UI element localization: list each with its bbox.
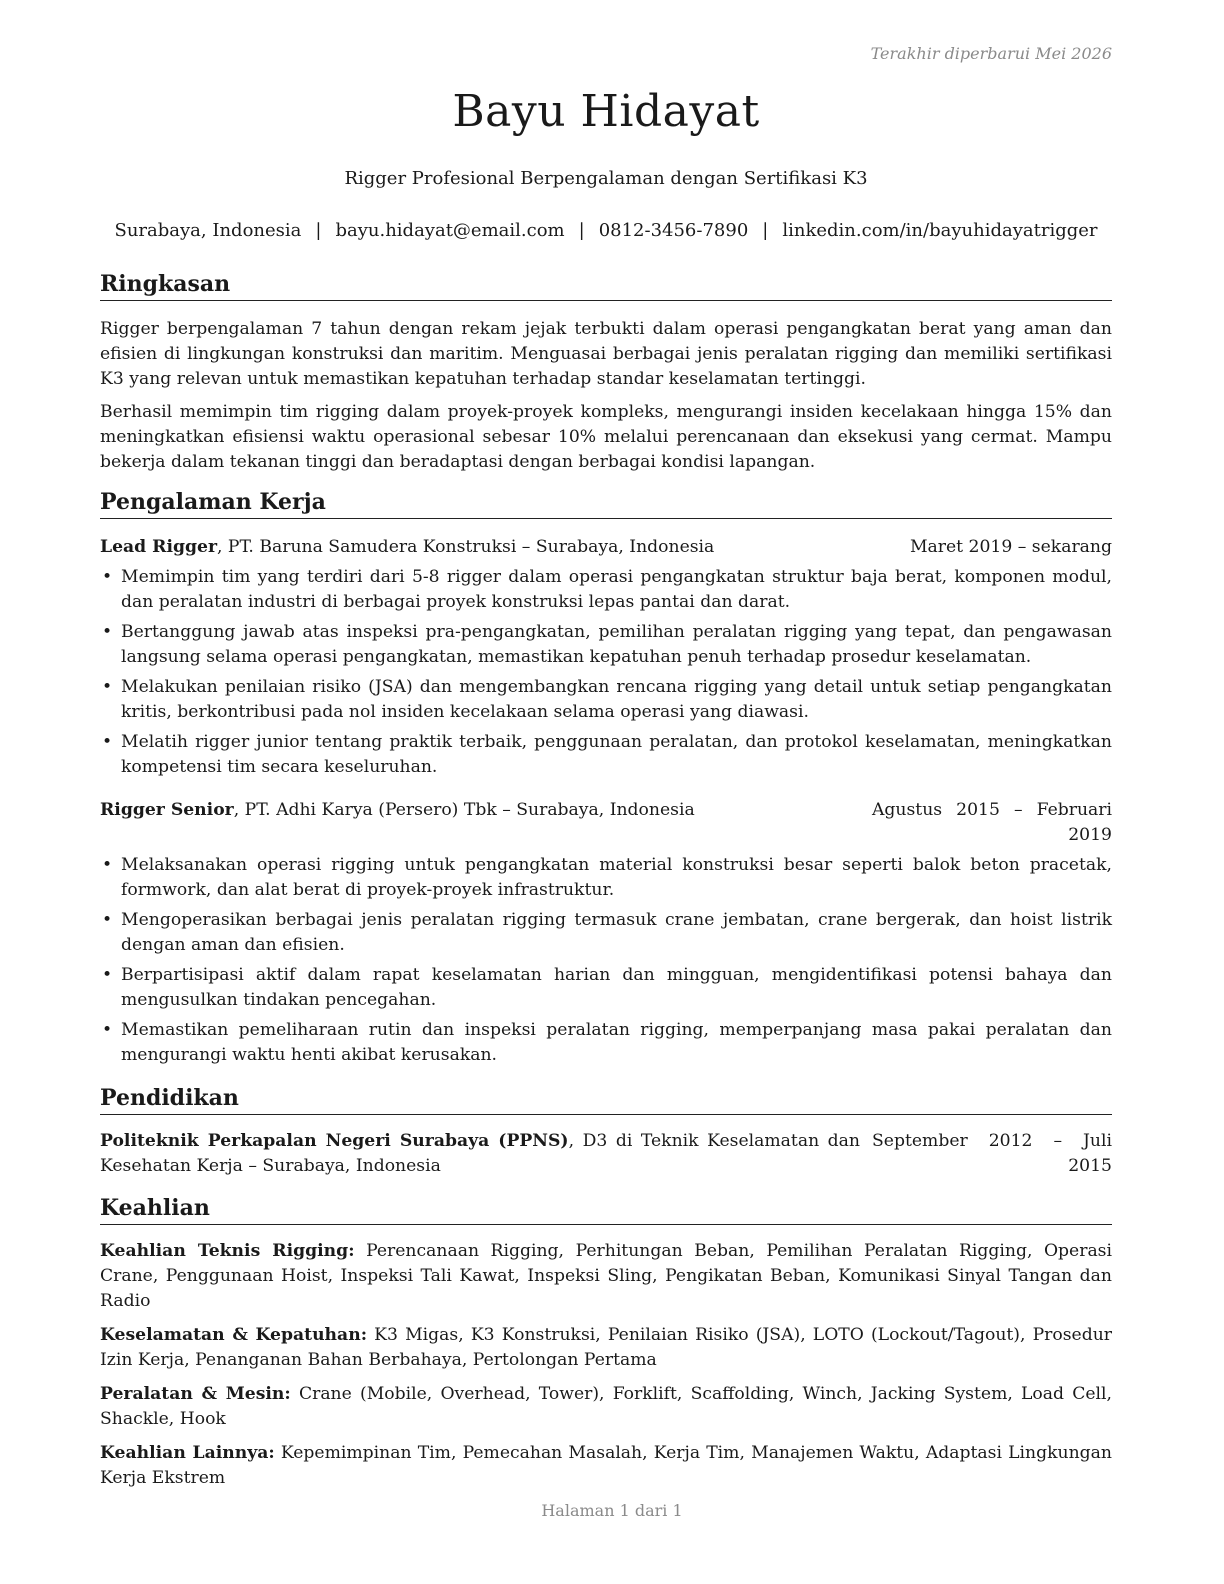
section-title-education: Pendidikan: [100, 1084, 1112, 1115]
job-bullets: [100, 565, 1112, 780]
skills-list: [100, 1239, 1112, 1491]
summary-section: [100, 270, 1112, 475]
section-title-summary: Ringkasan: [100, 270, 1112, 301]
job-bullet: • Bertanggung jawab atas inspeksi pra-pengangkatan, pemilihan peralatan rigging yang tepat, dan pengawasan langsung selama operasi pengangkatan, memastikan kepatuhan penuh terhadap prosedur keselamatan.: [100, 620, 1112, 670]
skill-label: Keahlian Teknis Rigging:: [100, 1241, 355, 1261]
skill-group: [100, 1323, 1112, 1373]
skill-label: Keahlian Lainnya:: [100, 1443, 275, 1463]
page-number: Halaman 1 dari 1: [541, 1501, 683, 1520]
last-updated: Terakhir diperbarui Mei 2026: [870, 44, 1112, 63]
job-company: , PT. Baruna Samudera Konstruksi – Surabaya, Indonesia: [217, 537, 715, 557]
skill-group: [100, 1441, 1112, 1491]
job-bullet: • Memimpin tim yang terdiri dari 5-8 rigger dalam operasi pengangkatan struktur baja berat, komponen modul, dan peralatan industri di berbagai proyek konstruksi lepas pantai dan darat.: [100, 565, 1112, 615]
job-dates: Maret 2019 – sekarang: [909, 537, 1112, 557]
job-bullet: • Melatih rigger junior tentang praktik terbaik, penggunaan peralatan, dan protokol keselamatan, meningkatkan kompetensi tim secara keseluruhan.: [100, 730, 1112, 780]
contact-separator: |: [762, 220, 769, 241]
contact-phone: 0812-3456-7890: [598, 220, 749, 241]
skills-section: [100, 1194, 1112, 1500]
experience-section: [100, 488, 1112, 1073]
skill-group: [100, 1382, 1112, 1432]
job-bullet: • Berpartisipasi aktif dalam rapat keselamatan harian dan mingguan, mengidentifikasi potensi bahaya dan mengusulkan tindakan pencegahan.: [100, 963, 1112, 1013]
contact-email[interactable]: bayu.hidayat@email.com: [335, 220, 565, 241]
job-bullet: • Melakukan penilaian risiko (JSA) dan mengembangkan rencana rigging yang detail untuk setiap pengangkatan kritis, berkontribusi pada nol insiden kecelakaan selama operasi yang diawasi.: [100, 675, 1112, 725]
job-header: [100, 535, 1112, 560]
job-bullet: • Melaksanakan operasi rigging untuk pengangkatan material konstruksi besar seperti balok beton pracetak, formwork, dan alat berat di proyek-proyek infrastruktur.: [100, 853, 1112, 903]
education-section: [100, 1084, 1112, 1179]
job-bullets: [100, 853, 1112, 1068]
tagline: Rigger Profesional Berpengalaman dengan Sertifikasi K3: [344, 168, 868, 189]
job-company: , PT. Adhi Karya (Persero) Tbk – Surabaya, Indonesia: [233, 800, 695, 820]
education-detail: , D3 di Teknik Keselamatan dan Kesehatan Kerja – Surabaya, Indonesia: [100, 1131, 861, 1176]
skill-label: Peralatan & Mesin:: [100, 1384, 291, 1404]
skill-value: Perencanaan Rigging, Perhitungan Beban, Pemilihan Peralatan Rigging, Operasi Crane, Penggunaan Hoist, Inspeksi Tali Kawat, Inspeksi Sling, Pengikatan Beban, Komunikasi Sinyal Tangan dan Radio: [100, 1241, 1113, 1311]
skill-value: Crane (Mobile, Overhead, Tower), Forklift, Scaffolding, Winch, Jacking System, Load Cell, Shackle, Hook: [100, 1384, 1112, 1429]
education-dates: September 2012 – Juli 2015: [872, 1131, 1112, 1176]
skill-group: [100, 1239, 1112, 1314]
summary-paragraph: Rigger berpengalaman 7 tahun dengan rekam jejak terbukti dalam operasi pengangkatan berat yang aman dan efisien di lingkungan konstruksi dan maritim. Menguasai berbagai jenis peralatan rigging dan memiliki sertifikasi K3 yang relevan untuk memastikan kepatuhan terhadap standar keselamatan tertinggi.: [100, 319, 1112, 389]
job-header: [100, 798, 1112, 848]
job-bullet: • Memastikan pemeliharaan rutin dan inspeksi peralatan rigging, memperpanjang masa pakai peralatan dan mengurangi waktu henti akibat kerusakan.: [100, 1018, 1112, 1068]
skill-value: K3 Migas, K3 Konstruksi, Penilaian Risiko (JSA), LOTO (Lockout/Tagout), Prosedur Izin Kerja, Penanganan Bahan Berbahaya, Pertolongan Pertama: [100, 1325, 1112, 1370]
job-bullet: • Mengoperasikan berbagai jenis peralatan rigging termasuk crane jembatan, crane bergerak, dan hoist listrik dengan aman dan efisien.: [100, 908, 1112, 958]
education-school: Politeknik Perkapalan Negeri Surabaya (PPNS): [100, 1131, 569, 1151]
summary-paragraph: Berhasil memimpin tim rigging dalam proyek-proyek kompleks, mengurangi insiden kecelakaan hingga 15% dan meningkatkan efisiensi waktu operasional sebesar 10% melalui perencanaan dan eksekusi yang cermat. Mampu bekerja dalam tekanan tinggi dan beradaptasi dengan berbagai kondisi lapangan.: [100, 402, 1112, 472]
contact-separator: |: [315, 220, 322, 241]
job-dates: Agustus 2015 – Februari 2019: [872, 800, 1112, 845]
job-role: Lead Rigger: [100, 537, 217, 557]
job-entry: [100, 798, 1112, 1068]
contact-location: Surabaya, Indonesia: [114, 220, 302, 241]
contact-linkedin[interactable]: linkedin.com/in/bayuhidayatrigger: [782, 220, 1098, 241]
candidate-name: Bayu Hidayat: [452, 86, 760, 137]
skill-label: Keselamatan & Kepatuhan:: [100, 1325, 368, 1345]
job-role: Rigger Senior: [100, 800, 234, 820]
job-entry: [100, 535, 1112, 780]
contact-line: [100, 220, 1112, 241]
section-title-skills: Keahlian: [100, 1194, 1112, 1225]
skill-value: Kepemimpinan Tim, Pemecahan Masalah, Kerja Tim, Manajemen Waktu, Adaptasi Lingkungan Kerja Ekstrem: [100, 1443, 1112, 1488]
contact-separator: |: [578, 220, 585, 241]
section-title-experience: Pengalaman Kerja: [100, 488, 1112, 519]
education-entry: [100, 1129, 1112, 1179]
